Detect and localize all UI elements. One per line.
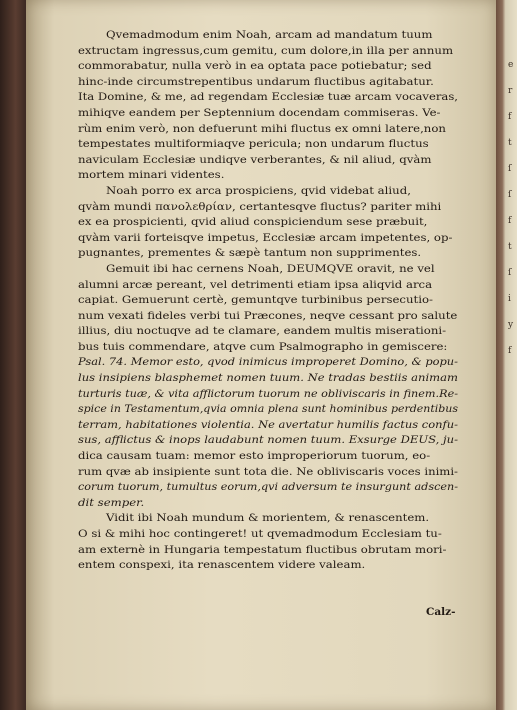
text-line: corum tuorum, tumultus eorum,qvi adversum te insurgunt adscen- [78,482,458,494]
text-line: dica causam tuam: memor esto improperiorum tuorum, eo- [78,451,431,463]
text-line: hinc-inde circumstrepentibus undarum fluctibus agitabatur. [78,76,434,88]
text-line: tempestates multiformiaqve pericula; non undarum fluctus [78,139,429,151]
text-line: dit semper. [78,497,145,509]
text-line: alumni arcæ pereant, vel detrimenti etiam ipsa aliqvid arca [78,279,433,291]
text-line: turturis tuæ, & vita afflictorum tuorum ne obliviscaris in finem.Re- [78,388,458,400]
text-line: mortem minari videntes. [78,170,225,182]
edge-letter: ſ [508,190,512,200]
edge-letter: ſ [508,268,512,278]
catchword: Calz- [426,606,456,618]
text-line: rum qvæ ab insipiente sunt tota die. Ne obliviscaris voces inimi- [78,466,458,478]
edge-letter: ſ [508,164,512,174]
edge-letter: e [508,60,514,70]
edge-letter: t [508,138,512,148]
next-page-edge [496,0,517,710]
edge-letter: f [508,216,512,226]
edge-letter: y [508,320,514,330]
text-line: pugnantes, prementes & sæpè tantum non supprimentes. [78,248,422,260]
text-line: sus, afflictus & inops laudabunt nomen tuum. Exsurge DEUS, ju- [78,435,458,447]
text-line: extructam ingressus,cum gemitu, cum dolore,in illa per annum [78,45,454,57]
text-line: terram, habitationes violentia. Ne avertatur humilis factus confu- [78,419,458,431]
text-line: am externè in Hungaria tempestatum fluctibus obrutam mori- [78,544,447,556]
book-binding-left [0,0,26,710]
edge-letter: f [508,112,512,122]
text-line: entem conspexi, ita renascentem videre valeam. [78,560,366,572]
page-text [78,28,458,574]
edge-letter: f [508,346,512,356]
text-line: mihiqve eandem per Septennium docendam commiseras. Ve- [78,107,441,119]
text-line: commorabatur, nulla verò in ea optata pace potiebatur; sed [78,61,432,73]
text-line: Psal. 74. Memor esto, qvod inimicus improperet Domino, & popu- [78,357,458,369]
edge-letter: i [508,294,511,304]
text-line: O si & mihi hoc contingeret! ut qvemadmodum Ecclesiam tu- [78,529,442,540]
text-line: Gemuit ibi hac cernens Noah, DEUMQVE oravit, ne vel [106,263,435,275]
edge-letter: t [508,242,512,252]
text-line: spice in Testamentum,qvia omnia plena sunt hominibus perdentibus [78,404,458,416]
text-line: Qvemadmodum enim Noah, arcam ad mandatum tuum [106,30,433,41]
text-line: Ita Domine, & me, ad regendam Ecclesiæ tuæ arcam vocaveras, [78,92,458,104]
text-line: qvàm varii forteisqve impetus, Ecclesiæ arcam impetentes, op- [78,232,453,244]
text-line: capiat. Gemuerunt certè, gemuntqve turbinibus persecutio- [78,295,433,307]
text-line: naviculam Ecclesiæ undiqve verberantes, & nil aliud, qvàm [78,154,432,166]
text-line: bus tuis commendare, atqve cum Psalmographo in gemiscere: [78,341,448,353]
text-line: Vidit ibi Noah mundum & morientem, & renascentem. [106,513,430,525]
text-line: rùm enim verò, non defuerunt mihi fluctus ex omni latere,non [78,123,446,135]
text-line: illius, diu noctuqve ad te clamare, eandem multis miserationi- [78,326,447,338]
text-line: Noah porro ex arca prospiciens, qvid videbat aliud, [106,185,411,197]
text-line: ex ea prospicienti, qvid aliud conspiciendum sese præbuit, [78,217,428,229]
edge-letter: r [508,86,513,96]
text-line: qvàm mundi πανολεθρίαν, certantesqve fluctus? pariter mihi [78,201,442,213]
text-line: lus insipiens blasphemet nomen tuum. Ne tradas bestiis animam [78,373,458,385]
text-line: num vexati fideles verbi tui Præcones, neqve cessant pro salute [78,310,458,322]
